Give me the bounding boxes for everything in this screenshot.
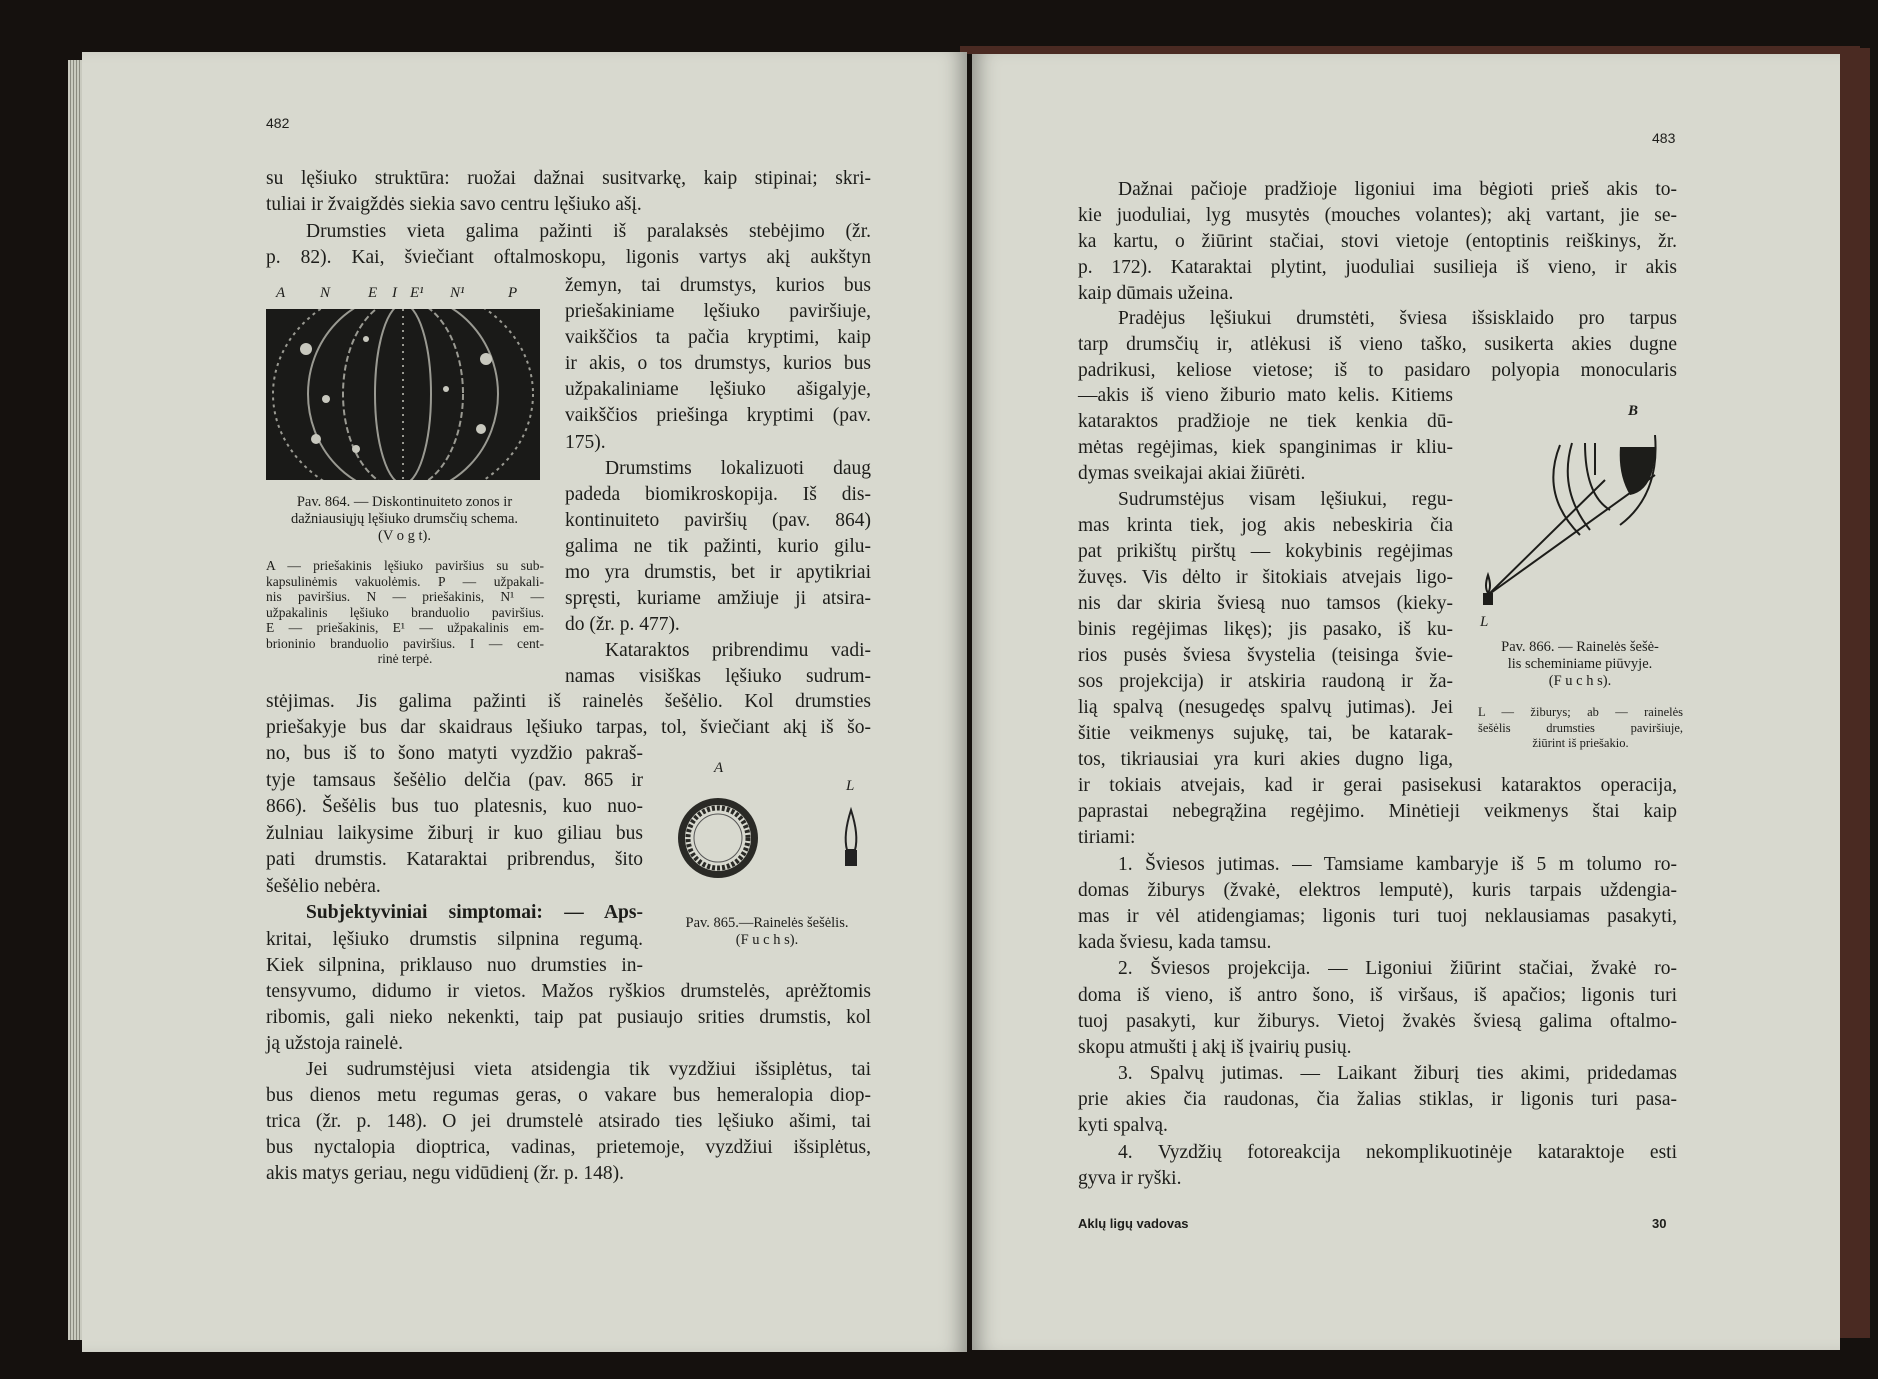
text-line: no, bus iš to šono matyti vyzdžio pakraš- bbox=[266, 743, 643, 764]
legend-line: E — priešakinis, E¹ — užpakalinis em- bbox=[266, 620, 544, 635]
text-line: stėjimas. Jis galima pažinti iš rainelės šešėlio. Kol drumsties bbox=[266, 691, 871, 712]
fig865-label-a: A bbox=[714, 760, 724, 776]
legend-line: nis paviršius. N — priešakinis, N¹ — bbox=[266, 589, 544, 604]
text-line: akis matys geriau, negu vidūdienį (žr. p. 148). bbox=[266, 1163, 624, 1184]
text-line: vaikščios ta pačia kryptimi, kaip bbox=[565, 327, 871, 349]
legend-line: rinė terpė. bbox=[377, 651, 433, 666]
text-line: padrikusi, keliose vietose; iš to pasidaro polyopia monocularis bbox=[1078, 360, 1677, 382]
text-line: Subjektyviniai simptomai: — Aps- bbox=[306, 902, 643, 923]
text-block bbox=[266, 689, 871, 742]
page-number-right: 483 bbox=[1652, 130, 1676, 146]
text-block bbox=[266, 979, 871, 1187]
fig864-label: E¹ bbox=[410, 285, 424, 301]
text-line: bus nyctalopia dioptrica, vadinas, prietemoje, vyzdžiui išsiplėtus, bbox=[266, 1137, 871, 1158]
text-line: spręsti, kuriame amžiuje ji atsira- bbox=[565, 588, 871, 610]
text-line: padeda biomikroskopija. Iš dis- bbox=[565, 483, 871, 505]
text-line: p. 172). Kataraktai plytint, juoduliai susilieja iš vieno, ir akis bbox=[1078, 256, 1677, 278]
fig866-label-l: L bbox=[1480, 614, 1489, 630]
text-line: žulniau laikysime žiburį ir kuo giliau bus bbox=[266, 822, 643, 844]
text-line: 175). bbox=[565, 431, 606, 453]
text-line: trica (žr. p. 148). O jei drumstelė atsirado ties lęšiuko ašimi, tai bbox=[266, 1111, 871, 1132]
text-line: Pradėjus lęšiukui drumstėti, šviesa išsisklaido pro tarpus bbox=[1118, 308, 1677, 330]
text-line: 866). Šešėlis bus tuo platesnis, kuo nuo- bbox=[266, 796, 643, 817]
text-line: žuvęs. Vis dėlto ir šitokiais atvejais ligo- bbox=[1078, 567, 1453, 588]
text-line: rios pusės šviesa švystelia (teisinga švie- bbox=[1078, 645, 1453, 666]
legend-line: A — priešakinis lęšiuko paviršius su sub- bbox=[266, 558, 544, 573]
text-line: tuoj pasakyti, kur žiburys. Vietoj žvakės šviesą galima oftalmo- bbox=[1078, 1010, 1677, 1032]
text-line: su lęšiuko struktūra: ruožai dažnai susitvarkę, kaip stipinai; skri- bbox=[266, 168, 871, 189]
text-line: Sudrumstėjus visam lęšiukui, regu- bbox=[1118, 489, 1453, 510]
caption-line: (F u c h s). bbox=[1548, 673, 1612, 689]
text-line: —akis iš vieno žiburio mato kelis. Kitiems bbox=[1078, 385, 1453, 406]
fig864-caption bbox=[262, 494, 547, 545]
caption-line: (V o g t). bbox=[378, 528, 431, 544]
fig864-legend bbox=[266, 558, 544, 667]
text-line: vaikščios priešinga kryptimi (pav. bbox=[565, 405, 871, 427]
text-line: tos, tikriausiai yra kuri akies dugno liga, bbox=[1078, 749, 1453, 770]
text-line: tarp drumsčių ir, atlėkusi iš vieno taško, susikerta akies dugne bbox=[1078, 334, 1677, 356]
text-line: kontinuiteto paviršių (pav. 864) bbox=[565, 509, 871, 531]
legend-line: L — žiburys; ab — rainelės bbox=[1478, 705, 1683, 719]
fig864-label: N¹ bbox=[450, 285, 465, 301]
text-line: sos projekcija) ir atskiria raudoną ir ža- bbox=[1078, 671, 1453, 692]
text-line: kritai, lęšiuko drumstis silpnina regumą. bbox=[266, 928, 643, 950]
fig864-label: N bbox=[320, 285, 331, 301]
fig864-label: I bbox=[392, 285, 397, 301]
text-line: 2. Šviesos projekcija. — Ligoniui žiūrint stačiai, žvakė ro- bbox=[1118, 958, 1677, 980]
text-line: ir akis, o tos drumstys, kurios bus bbox=[565, 353, 871, 375]
text-line: doma iš vieno, iš antro šono, iš viršaus, iš apačios; ligonis turi bbox=[1078, 984, 1677, 1006]
text-block bbox=[1078, 383, 1453, 773]
legend-line: žiūrint iš priešakio. bbox=[1532, 736, 1629, 750]
iris-shadow-drawing bbox=[670, 790, 870, 880]
text-line: namas visiškas lęšiuko sudrum- bbox=[565, 666, 871, 688]
text-line: kataraktos pradžioje ne tiek kenkia dū- bbox=[1078, 411, 1453, 432]
text-line: šešėlio nebėra. bbox=[266, 875, 381, 897]
caption-line: (F u c h s). bbox=[735, 932, 799, 948]
text-line: tiriami: bbox=[1078, 827, 1136, 849]
text-line: kada šviesu, kada tamsu. bbox=[1078, 932, 1272, 954]
text-line: mas krinta tiek, jog akis nebeskiria čia bbox=[1078, 515, 1453, 536]
text-block bbox=[266, 741, 643, 980]
book-cover bbox=[960, 46, 1860, 54]
text-line: šitie veikmenys sujukę, tai, be katarak- bbox=[1078, 723, 1453, 744]
text-line: tyje tamsaus šešėlio delčia (pav. 865 ir bbox=[266, 769, 643, 791]
text-line: do (žr. p. 477). bbox=[565, 614, 680, 636]
text-line: Drumsties vieta galima pažinti iš paralaksės stebėjimo (žr. bbox=[306, 220, 871, 242]
book-cover-edge bbox=[1840, 48, 1870, 1338]
text-block bbox=[266, 166, 871, 271]
text-line: binis regėjimas likęs); jis pasako, iš ku- bbox=[1078, 619, 1453, 640]
text-line: priešakiniame lęšiuko paviršiuje, bbox=[565, 301, 871, 323]
text-line: kie juoduliai, lyg musytės (mouches volantes); akį vartant, jie se- bbox=[1078, 204, 1677, 226]
text-line: mėtas regėjimas, kiek spanginimas ir kliu- bbox=[1078, 437, 1453, 458]
text-line: mas ir vėl atidengiamas; ligonis turi tuoj neklausiamas pasakyti, bbox=[1078, 905, 1677, 927]
text-line: ir tokiais atvejais, kad ir gerai pasisekusi kataraktos operacija, bbox=[1078, 775, 1677, 796]
text-line: p. 82). Kai, šviečiant oftalmoskopu, ligonis vartys akį aukštyn bbox=[266, 246, 871, 268]
text-line: bus dienos metu regumas geras, o vakare bus hemeralopia diop- bbox=[266, 1085, 871, 1106]
caption-line: Pav. 864. — Diskontinuiteto zonos ir bbox=[296, 494, 513, 510]
text-line: žemyn, tai drumstys, kurios bus bbox=[565, 275, 871, 296]
text-line: kyti spalvą. bbox=[1078, 1115, 1168, 1137]
text-block bbox=[565, 273, 871, 691]
text-line: 1. Šviesos jutimas. — Tamsiame kambaryje iš 5 m tolumo ro- bbox=[1118, 853, 1677, 875]
text-line: dymas sveikajai akiai žiūrėti. bbox=[1078, 463, 1306, 484]
text-line: pati drumstis. Kataraktai pribrendus, šito bbox=[266, 849, 643, 870]
page-number-left: 482 bbox=[266, 115, 290, 131]
fig865-label-l: L bbox=[846, 778, 855, 794]
text-block bbox=[1078, 177, 1677, 384]
text-line: 3. Spalvų jutimas. — Laikant žiburį ties akimi, pridedamas bbox=[1118, 1063, 1677, 1085]
text-line: mo yra drumstis, bet ir apytikriai bbox=[565, 562, 871, 584]
legend-line: šešėlis drumsties paviršiuje, bbox=[1478, 720, 1683, 735]
text-line: Kiek silpnina, priklauso nuo drumsties in- bbox=[266, 955, 643, 976]
text-line: kaip dūmais užeina. bbox=[1078, 282, 1234, 304]
caption-line: Pav. 866. — Rainelės šešė- bbox=[1501, 639, 1659, 655]
text-line: gyva ir ryški. bbox=[1078, 1167, 1182, 1189]
text-line: Dažnai pačioje pradžioje ligoniui ima bėgioti prieš akis to- bbox=[1118, 179, 1677, 200]
fig866-caption bbox=[1475, 639, 1685, 690]
text-line: priešakyje bus dar skaidraus lęšiuko tarpas, tol, šviečiant akį iš šo- bbox=[266, 717, 871, 739]
text-line: paprastai nebegrąžina regėjimo. Minėtieji veikmenys štai kaip bbox=[1078, 801, 1677, 823]
text-block bbox=[1078, 773, 1677, 1192]
text-line: 4. Vyzdžių fotoreakcija nekomplikuotinėje kataraktoje esti bbox=[1118, 1141, 1677, 1163]
text-line: lią spalvą (nesugedęs spalvų jutimas). Jei bbox=[1078, 697, 1453, 718]
fig864-label: P bbox=[508, 285, 518, 301]
text-line: skopu atmušti į akį iš įvairių pusių. bbox=[1078, 1036, 1352, 1058]
fig864-label: E bbox=[368, 285, 378, 301]
lens-opacity-image bbox=[266, 309, 540, 480]
fig864-label: A bbox=[276, 285, 286, 301]
text-line: domas žiburys (žvakė, elektros lemputė), kuris tarpais uždengia- bbox=[1078, 879, 1677, 901]
text-line: Drumstims lokalizuoti daug bbox=[605, 457, 871, 479]
text-line: galima ne tik pažinti, kurio gilu- bbox=[565, 535, 871, 557]
text-line: užpakaliniame lęšiuko ašigalyje, bbox=[565, 379, 871, 401]
footer-sheet-number: 30 bbox=[1652, 1216, 1667, 1231]
text-line: prie akies čia raudonas, čia žalias stiklas, ir ligonis turi pasa- bbox=[1078, 1089, 1677, 1111]
text-line: tuliai ir žvaigždės siekia savo centru lęšiuko ašį. bbox=[266, 194, 642, 216]
caption-line: Pav. 865.—Rainelės šešėlis. bbox=[685, 915, 849, 931]
legend-line: kapsulinėmis vakuolėmis. P — užpakali- bbox=[266, 573, 544, 589]
caption-line: dažniausiųjų lęšiuko drumsčių schema. bbox=[290, 511, 519, 527]
text-line: ka kartu, o žiūrint stačiai, stovi vietoje (entoptinis reiškinys, žr. bbox=[1078, 230, 1677, 252]
text-line: tensyvumo, didumo ir vietos. Mažos ryškios drumstelės, aprėžtomis bbox=[266, 981, 871, 1002]
text-line: Kataraktos pribrendimu vadi- bbox=[605, 640, 871, 662]
caption-line: lis scheminiame piūvyje. bbox=[1507, 656, 1653, 672]
fig865-caption bbox=[662, 915, 872, 949]
text-line: pat prikištų pirštų — kokybinis regėjimas bbox=[1078, 541, 1453, 562]
footer-book-title: Aklų ligų vadovas bbox=[1078, 1216, 1189, 1231]
text-line: ribomis, gali nieko nekenkti, taip pat pusiaujo srities drumstis, kol bbox=[266, 1007, 871, 1028]
iris-section-drawing bbox=[1470, 435, 1680, 625]
text-line: nis dar skiria šviesą nuo tamsos (kieky- bbox=[1078, 593, 1453, 614]
text-line: ją užstoja rainelė. bbox=[266, 1033, 403, 1054]
legend-line: užpakalinis lęšiuko branduolio paviršius. bbox=[266, 604, 544, 620]
text-line: Jei sudrumstėjusi vieta atsidengia tik vyzdžiui išsiplėtus, tai bbox=[306, 1059, 871, 1080]
fig866-label-b: B bbox=[1628, 403, 1639, 419]
legend-line: brioninio branduolio paviršius. I — cent- bbox=[266, 635, 544, 651]
fig866-legend bbox=[1478, 705, 1683, 752]
